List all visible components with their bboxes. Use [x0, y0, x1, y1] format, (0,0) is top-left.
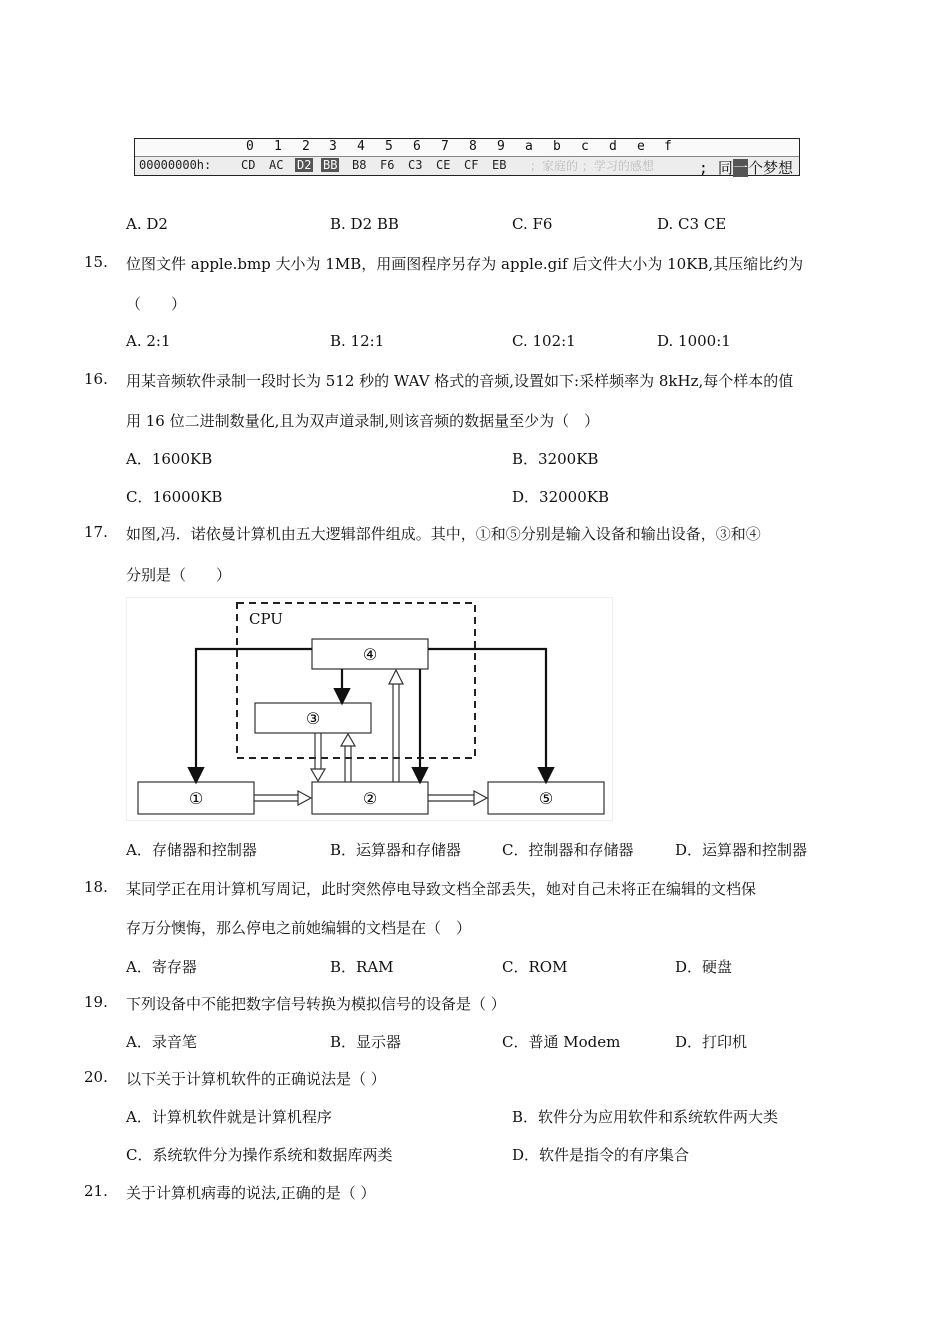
hex-col: 2: [302, 139, 310, 154]
question-number: 17.: [84, 523, 108, 541]
option: D．打印机: [675, 1033, 748, 1051]
hex-col: 4: [357, 139, 365, 154]
hex-ascii-char: 想: [777, 159, 793, 177]
option: C．系统软件分为操作系统和数据库两类: [126, 1146, 393, 1164]
hex-col: 3: [329, 139, 337, 154]
hex-col: 5: [385, 139, 393, 154]
hex-col: f: [664, 139, 672, 154]
option: B．软件分为应用软件和系统软件两大类: [512, 1108, 779, 1126]
option: B．RAM: [330, 958, 394, 976]
option: A. 2:1: [126, 332, 171, 350]
hex-byte: CE: [436, 158, 451, 172]
hex-col: 9: [497, 139, 505, 154]
question-number: 20.: [84, 1068, 108, 1086]
question-text: 用 16 位二进制数量化,且为双声道录制,则该音频的数据量至少为（ ）: [126, 412, 600, 430]
hex-ascii-column: [699, 157, 793, 178]
option: C．16000KB: [126, 488, 223, 506]
question-text: 如图,冯．诺依曼计算机由五大逻辑部件组成。其中，①和⑤分别是输入设备和输出设备，③和④: [126, 525, 761, 543]
hex-col: c: [581, 139, 589, 154]
option: D．运算器和控制器: [675, 841, 808, 859]
option: B．3200KB: [512, 450, 599, 468]
hex-byte: C3: [408, 158, 423, 172]
q14-option-a: A. D2: [126, 215, 168, 233]
question-text: （ ）: [126, 295, 187, 313]
hex-ascii-char: 同: [717, 159, 733, 177]
hex-faint-text: ；家庭的 ；学习的感想: [530, 159, 654, 173]
hex-col: e: [637, 139, 645, 154]
option: D. 1000:1: [657, 332, 731, 350]
hex-byte: B8: [352, 158, 367, 172]
box-2-label: ②: [362, 789, 378, 808]
option: A．寄存器: [126, 958, 197, 976]
option: B．显示器: [330, 1033, 402, 1051]
box-1-label: ①: [188, 789, 204, 808]
question-number: 18.: [84, 878, 108, 896]
hex-col: b: [553, 139, 561, 154]
question-text: 下列设备中不能把数字信号转换为模拟信号的设备是（ ）: [126, 995, 506, 1013]
question-text: 用某音频软件录制一段时长为 512 秒的 WAV 格式的音频,设置如下:采样频率为 8kHz,每个样本的值: [126, 372, 794, 390]
hex-ascii-char-highlighted: 一: [732, 159, 748, 177]
option: A．1600KB: [126, 450, 213, 468]
hex-byte: F6: [380, 158, 395, 172]
hex-byte: CF: [464, 158, 479, 172]
option: B. 12:1: [330, 332, 385, 350]
question-number: 19.: [84, 993, 108, 1011]
hex-viewer-image: [134, 138, 800, 176]
box-3-label: ③: [305, 709, 321, 728]
option: A．存储器和控制器: [126, 841, 257, 859]
question-number: 16.: [84, 370, 108, 388]
q14-option-b: B. D2 BB: [330, 215, 399, 233]
option: D．硬盘: [675, 958, 733, 976]
option: B．运算器和存储器: [330, 841, 462, 859]
hex-byte: CD: [241, 158, 256, 172]
cpu-label: CPU: [249, 610, 283, 628]
option: D．32000KB: [512, 488, 609, 506]
option: C．控制器和存储器: [502, 841, 634, 859]
box-5-label: ⑤: [538, 789, 554, 808]
question-number: 21.: [84, 1182, 108, 1200]
hex-ascii-char: 个: [747, 159, 763, 177]
hex-col: 1: [274, 139, 282, 154]
option: C．ROM: [502, 958, 568, 976]
hex-col: a: [525, 139, 533, 154]
question-number: 15.: [84, 253, 108, 271]
option: A．录音笔: [126, 1033, 197, 1051]
hex-col: 6: [413, 139, 421, 154]
hex-address: 00000000h:: [139, 158, 212, 172]
question-text: 位图文件 apple.bmp 大小为 1MB，用画图程序另存为 apple.gif 后文件大小为 10KB,其压缩比约为: [126, 255, 804, 273]
question-text: 以下关于计算机软件的正确说法是（ ）: [126, 1070, 386, 1088]
hex-column-header: [135, 139, 799, 157]
hex-byte: AC: [269, 158, 284, 172]
hex-col: 8: [469, 139, 477, 154]
box-4-label: ④: [362, 645, 378, 664]
option: C．普通 Modem: [502, 1033, 621, 1051]
hex-col: d: [609, 139, 617, 154]
question-text: 分别是（ ）: [126, 566, 232, 584]
von-neumann-diagram: [126, 597, 613, 821]
hex-data-row: [135, 157, 799, 175]
question-text: 存万分懊悔，那么停电之前她编辑的文档是在（ ）: [126, 919, 472, 937]
question-text: 关于计算机病毒的说法,正确的是（ ）: [126, 1184, 376, 1202]
hex-ascii-char: 梦: [762, 159, 778, 177]
hex-col: 7: [441, 139, 449, 154]
q14-option-c: C. F6: [512, 215, 553, 233]
hex-col: 0: [246, 139, 254, 154]
hex-byte-highlighted: D2: [297, 158, 312, 172]
q14-option-d: D. C3 CE: [657, 215, 727, 233]
hex-byte: EB: [492, 158, 507, 172]
hex-semicolon: ;: [698, 159, 708, 177]
question-text: 某同学正在用计算机写周记，此时突然停电导致文档全部丢失，她对自己未将正在编辑的文档保: [126, 880, 757, 898]
option: D．软件是指令的有序集合: [512, 1146, 690, 1164]
hex-byte-highlighted: BB: [323, 158, 338, 172]
option: A．计算机软件就是计算机程序: [126, 1108, 332, 1126]
option: C. 102:1: [512, 332, 576, 350]
